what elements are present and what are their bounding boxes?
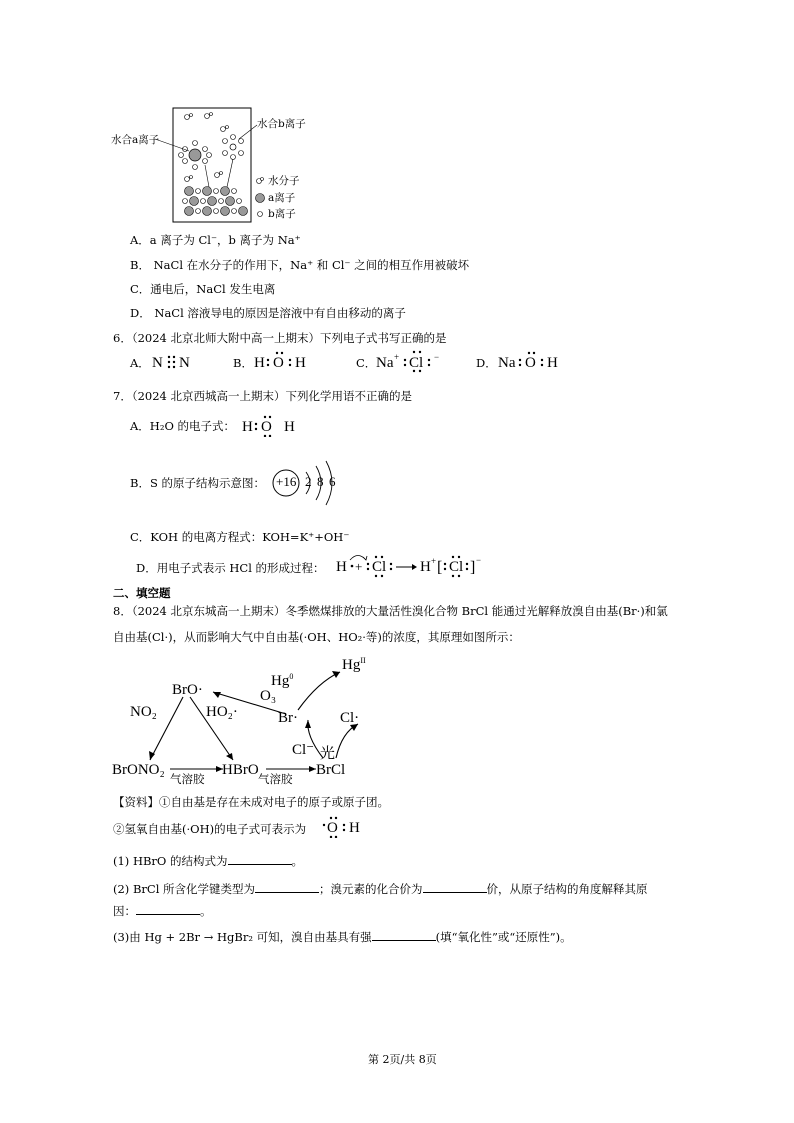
shell-3: 6 (329, 474, 336, 489)
q5-option-c: C．通电后，NaCl 发生电离 (130, 282, 276, 296)
shell-2: 8 (317, 474, 324, 489)
svg-text:Cl: Cl (449, 559, 464, 575)
svg-text:H: H (295, 355, 306, 371)
shell-1: 2 (305, 474, 312, 489)
q6-stem: 6．（2024 北京北师大附中高一上期末）下列电子式书写正确的是 (113, 331, 447, 345)
svg-text:H: H (254, 355, 265, 371)
h2o-electron-formula (240, 413, 304, 437)
brcl: BrCl (316, 762, 346, 778)
legend-b-ion: b离子 (268, 208, 296, 220)
svg-text:H: H (284, 419, 295, 435)
sub2-answer-blank-3[interactable] (136, 904, 200, 915)
svg-text:−: − (476, 555, 482, 565)
page-footer: 第 2页/共 8页 (368, 1053, 437, 1066)
svg-text:H: H (242, 419, 253, 435)
svg-text:Cl: Cl (409, 355, 424, 371)
svg-text:O: O (327, 820, 338, 836)
aerosol-label-1: 气溶胶 (170, 772, 205, 786)
svg-text:+: + (431, 556, 437, 566)
svg-text:O: O (525, 355, 536, 371)
svg-text:−: − (434, 352, 440, 362)
q5-option-b: B． NaCl 在水分子的作用下，Na⁺ 和 Cl⁻ 之间的相互作用被破坏 (130, 258, 470, 272)
sub2-text-b: ；溴元素的化合价为 (319, 882, 423, 896)
q7-option-a: A．H₂O 的电子式： (130, 419, 236, 433)
q6-option-d-label: D． (476, 356, 497, 370)
q8-sub1 (113, 854, 303, 868)
svg-text:H: H (336, 559, 347, 575)
q8-stem-line2: 自由基(Cl·)，从而影响大气中自由基(·OH、HO₂·等)的浓度，其原理如图所示： (113, 630, 520, 644)
hg-0-symbol: Hg (271, 673, 290, 689)
svg-text:]: ] (470, 559, 476, 576)
s-atom-structure (270, 458, 350, 508)
sub2-text-c: 价，从原子结构的角度解释其原 (486, 882, 648, 896)
info-line-2: ②氢氧自由基(·OH)的电子式可表示为 (113, 822, 307, 836)
q8-sub2 (113, 882, 648, 896)
label-hydrated-a: 水合a离子 (111, 134, 160, 146)
svg-text:N: N (152, 355, 163, 371)
q7-option-b: B．S 的原子结构示意图： (130, 476, 265, 490)
q8-sub3 (113, 930, 572, 944)
q8-sub2-cont (113, 904, 212, 918)
svg-text:N: N (179, 355, 190, 371)
hg-0-oxidation: 0 (289, 672, 294, 681)
naoh-formula-d (496, 350, 566, 372)
ho2-radical: HO₂· (206, 704, 238, 720)
br-radical: Br· (278, 710, 298, 726)
legend-water: 水分子 (268, 175, 300, 187)
aerosol-label-2: 气溶胶 (258, 772, 293, 786)
hg-ii (342, 656, 366, 674)
n2-electron-formula (150, 350, 200, 372)
svg-text:+: + (355, 559, 363, 574)
cl-radical: Cl· (340, 710, 360, 726)
svg-text:H: H (547, 355, 558, 371)
svg-text:O: O (273, 355, 284, 371)
svg-text:Na: Na (498, 355, 516, 371)
q6-option-b-label: B． (233, 356, 253, 370)
sub2-answer-blank-1[interactable] (255, 882, 319, 893)
sub2-text-e: 。 (200, 904, 212, 918)
legend-a-ion: a离子 (268, 192, 296, 204)
q5-option-a: A．a 离子为 Cl⁻，b 离子为 Na⁺ (130, 233, 301, 247)
nacl-dissolution-figure (105, 105, 325, 225)
label-hydrated-b: 水合b离子 (257, 118, 306, 130)
hbro: HBrO (222, 762, 259, 778)
q6-option-c-label: C． (356, 356, 377, 370)
svg-text:Cl: Cl (372, 559, 387, 575)
nacl-formula-c (376, 348, 452, 374)
hg-ii-symbol: Hg (342, 657, 361, 673)
chloride-ion: Cl⁻ (292, 742, 315, 758)
q8-stem-line1: 8．（2024 北京东城高一上期末）冬季燃煤排放的大量活性溴化合物 BrCl 能通过光解释放溴自由基(Br·)和氯 (113, 604, 668, 618)
reaction-cycle-diagram (108, 652, 398, 787)
sub2-answer-blank-2[interactable] (423, 882, 487, 893)
hcl-formation-process (336, 552, 496, 580)
svg-text:H: H (420, 559, 431, 575)
q7-option-c: C．KOH 的电离方程式：KOH=K⁺+OH⁻ (130, 530, 350, 544)
svg-text:O: O (261, 419, 272, 435)
h2o-formula-b (252, 350, 316, 372)
sub2-text-d: 因： (113, 904, 136, 918)
sub2-text-a: (2) BrCl 所含化学键类型为 (113, 882, 256, 896)
oh-radical-formula (322, 814, 368, 838)
bro-radical: BrO· (172, 682, 203, 698)
nucleus-charge: +16 (276, 474, 297, 489)
svg-text:Na: Na (376, 355, 394, 371)
sub3-text-a: (3)由 Hg + 2Br → HgBr₂ 可知，溴自由基具有强 (113, 930, 372, 944)
ozone: O₃ (260, 688, 277, 704)
light-label: 光 (320, 746, 336, 762)
sub1-text: (1) HBrO 的结构式为 (113, 854, 228, 868)
sub1-end: 。 (291, 854, 304, 868)
q7-option-d: D．用电子式表示 HCl 的形成过程： (136, 561, 325, 575)
sub1-answer-blank[interactable] (228, 854, 292, 865)
no2: NO₂ (130, 704, 157, 720)
section-title: 二、填空题 (113, 586, 171, 600)
svg-text:H: H (349, 820, 360, 836)
q5-option-d: D． NaCl 溶液导电的原因是溶液中有自由移动的离子 (130, 306, 406, 320)
sub3-text-b: (填“氧化性”或“还原性”)。 (435, 930, 572, 944)
info-line-1: 【资料】①自由基是存在未成对电子的原子或原子团。 (113, 795, 389, 809)
q6-option-a-label: A． (130, 356, 150, 370)
hg-ii-oxidation: II (360, 656, 366, 665)
svg-text:[: [ (437, 559, 443, 576)
sub3-answer-blank[interactable] (372, 930, 436, 941)
svg-text:+: + (394, 352, 400, 362)
brono2: BrONO₂ (112, 762, 165, 778)
q7-stem: 7．（2024 北京西城高一上期末）下列化学用语不正确的是 (113, 389, 412, 403)
